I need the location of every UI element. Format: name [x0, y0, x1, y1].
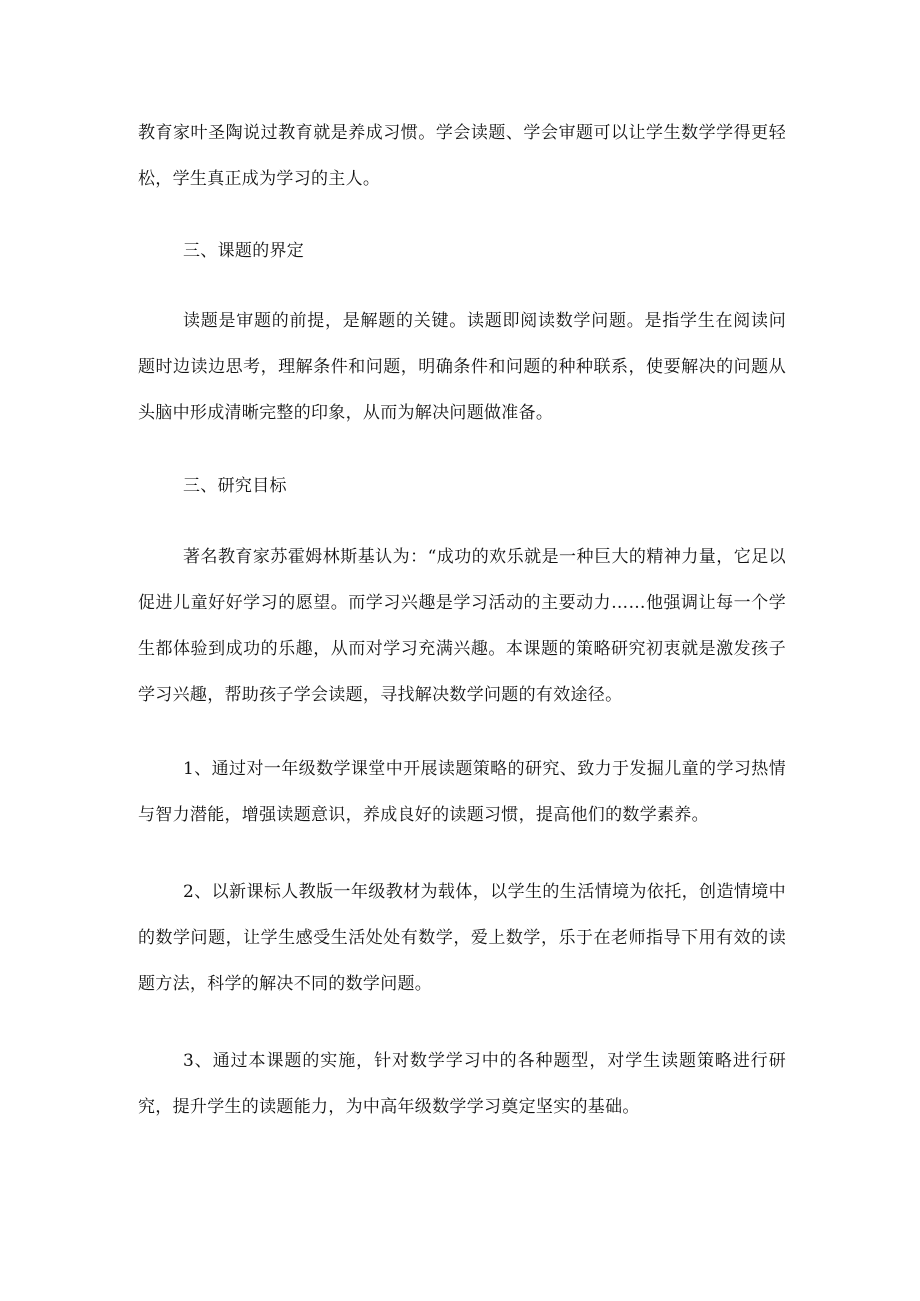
- section-heading-goals: 三、研究目标: [183, 476, 287, 496]
- intro-paragraph: 教育家叶圣陶说过教育就是养成习惯。学会读题、学会审题可以让学生数学学得更轻松，学生真正成为学习的主人。: [138, 123, 786, 189]
- goal-item-3: 3、通过本课题的实施，针对数学学习中的各种题型，对学生读题策略进行研究，提升学生的读题能力，为中高年级数学学习奠定坚实的基础。: [138, 1051, 786, 1117]
- goal-item-2: 2、以新课标人教版一年级教材为载体，以学生的生活情境为依托，创造情境中的数学问题，让学生感受生活处处有数学，爱上数学，乐于在老师指导下用有效的读题方法，科学的解决不同的数学问题。: [138, 882, 786, 994]
- goals-paragraph: 著名教育家苏霍姆林斯基认为：“成功的欢乐就是一种巨大的精神力量，它足以促进儿童好好学习的愿望。而学习兴趣是学习活动的主要动力……他强调让每一个学生都体验到成功的乐趣，从而对学习充满兴趣。本课题的策略研究初衷就是激发孩子学习兴趣，帮助孩子学会读题，寻找解决数学问题的有效途径。: [138, 547, 786, 705]
- definition-paragraph: 读题是审题的前提，是解题的关键。读题即阅读数学问题。是指学生在阅读问题时边读边思考，理解条件和问题，明确条件和问题的种种联系，使要解决的问题从头脑中形成清晰完整的印象，从而为解决问题做准备。: [138, 311, 786, 423]
- goal-item-1: 1、通过对一年级数学课堂中开展读题策略的研究、致力于发掘儿童的学习热情与智力潜能，增强读题意识，养成良好的读题习惯，提高他们的数学素养。: [138, 759, 786, 825]
- section-heading-definition: 三、课题的界定: [183, 241, 305, 261]
